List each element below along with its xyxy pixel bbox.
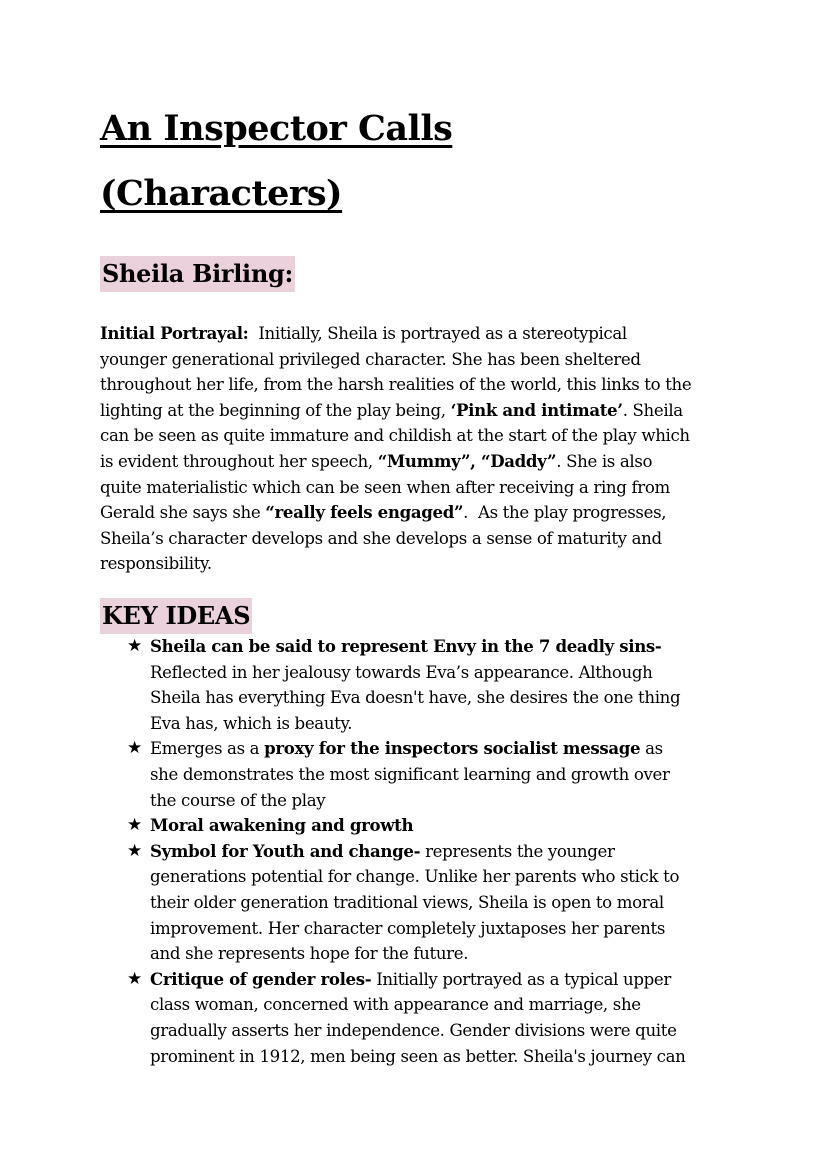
text-run: Eva has, which is beauty.	[150, 713, 353, 733]
text-run: she demonstrates the most significant learning and growth over	[150, 764, 670, 784]
bold-text: “really feels engaged”	[265, 502, 464, 523]
bold-text: Moral awakening and growth	[150, 815, 414, 836]
text-line	[150, 864, 685, 890]
text-line	[150, 941, 685, 967]
text-line	[100, 372, 691, 398]
text-line	[100, 449, 691, 475]
text-run: improvement. Her character completely juxtaposes her parents	[150, 918, 665, 938]
text-run: the course of the play	[150, 790, 326, 810]
text-run: prominent in 1912, men being seen as better. Sheila's journey can	[150, 1046, 686, 1066]
text-run: Emerges as a	[150, 739, 265, 759]
key-idea-item	[127, 813, 685, 839]
text-line	[150, 967, 685, 993]
text-line	[100, 526, 691, 552]
text-run: throughout her life, from the harsh realities of the world, this links to the	[100, 375, 692, 395]
text-run: Sheila’s character develops and she develops a sense of maturity and	[100, 528, 662, 548]
text-line	[100, 423, 691, 449]
text-line	[150, 788, 685, 814]
star-bullet-icon: ★	[127, 840, 142, 861]
bold-text: proxy for the inspectors socialist message	[264, 738, 641, 759]
key-ideas-list	[127, 634, 685, 1069]
text-run: Initially, Sheila is portrayed as a stereotypical	[248, 324, 627, 343]
text-line	[150, 916, 685, 942]
text-line	[150, 762, 685, 788]
text-line	[150, 1018, 685, 1044]
text-run: represents the younger	[420, 841, 615, 861]
bold-text: Initial Portrayal:	[100, 323, 249, 343]
text-line	[100, 551, 691, 577]
text-line	[150, 890, 685, 916]
text-run: . She is also	[556, 451, 653, 471]
text-line	[150, 736, 685, 762]
key-idea-item	[127, 839, 685, 967]
bold-text: Sheila can be said to represent Envy in the 7 deadly sins-	[150, 636, 662, 656]
text-line	[150, 660, 685, 686]
text-line	[150, 813, 685, 839]
text-line	[100, 475, 691, 501]
text-run: their older generation traditional views, Sheila is open to moral	[150, 892, 664, 912]
text-line	[150, 1044, 685, 1070]
text-run: Sheila has everything Eva doesn't have, she desires the one thing	[150, 688, 681, 708]
text-run: Gerald she says she	[100, 503, 266, 523]
initial-portrayal-paragraph	[100, 321, 691, 577]
document-title-line-1: An Inspector Calls	[100, 108, 453, 149]
text-run: class woman, concerned with appearance and marriage, she	[150, 995, 641, 1015]
text-line	[150, 685, 685, 711]
text-line	[150, 634, 685, 660]
section-heading-sheila: Sheila Birling:	[100, 256, 295, 292]
bold-text: Critique of gender roles-	[150, 968, 372, 989]
text-line	[100, 398, 691, 424]
star-bullet-icon: ★	[127, 968, 142, 989]
text-run: younger generational privileged character. She has been sheltered	[100, 349, 641, 369]
key-idea-item	[127, 634, 685, 736]
text-line	[100, 500, 691, 526]
text-run: lighting at the beginning of the play being,	[100, 400, 451, 420]
text-run: is evident throughout her speech,	[100, 451, 378, 471]
text-run: gradually asserts her independence. Gender divisions were quite	[150, 1020, 677, 1040]
key-ideas-heading: KEY IDEAS	[100, 598, 252, 634]
text-run: generations potential for change. Unlike her parents who stick to	[150, 867, 680, 887]
key-idea-item	[127, 967, 685, 1069]
bold-text: “Mummy”, “Daddy”	[377, 450, 557, 471]
bold-text: ‘Pink and intimate’	[450, 399, 623, 420]
text-run: Reflected in her jealousy towards Eva’s appearance. Although	[150, 662, 653, 682]
document-title-line-2: (Characters)	[100, 173, 343, 214]
text-run: . As the play progresses,	[463, 503, 667, 523]
text-run: as	[640, 739, 663, 759]
star-bullet-icon: ★	[127, 636, 142, 656]
text-run: and she represents hope for the future.	[150, 944, 469, 964]
text-line	[150, 992, 685, 1018]
bold-text: Symbol for Youth and change-	[150, 840, 421, 861]
text-run: quite materialistic which can be seen when after receiving a ring from	[100, 477, 670, 497]
text-line	[100, 321, 691, 347]
text-line	[100, 347, 691, 373]
text-line	[150, 711, 685, 737]
key-idea-item	[127, 736, 685, 813]
star-bullet-icon: ★	[127, 738, 142, 759]
text-line	[150, 839, 685, 865]
text-run: . Sheila	[622, 400, 683, 420]
text-run: responsibility.	[100, 554, 212, 574]
text-run: Initially portrayed as a typical upper	[371, 969, 671, 989]
star-bullet-icon: ★	[127, 815, 142, 836]
text-run: can be seen as quite immature and childish at the start of the play which	[100, 426, 690, 446]
